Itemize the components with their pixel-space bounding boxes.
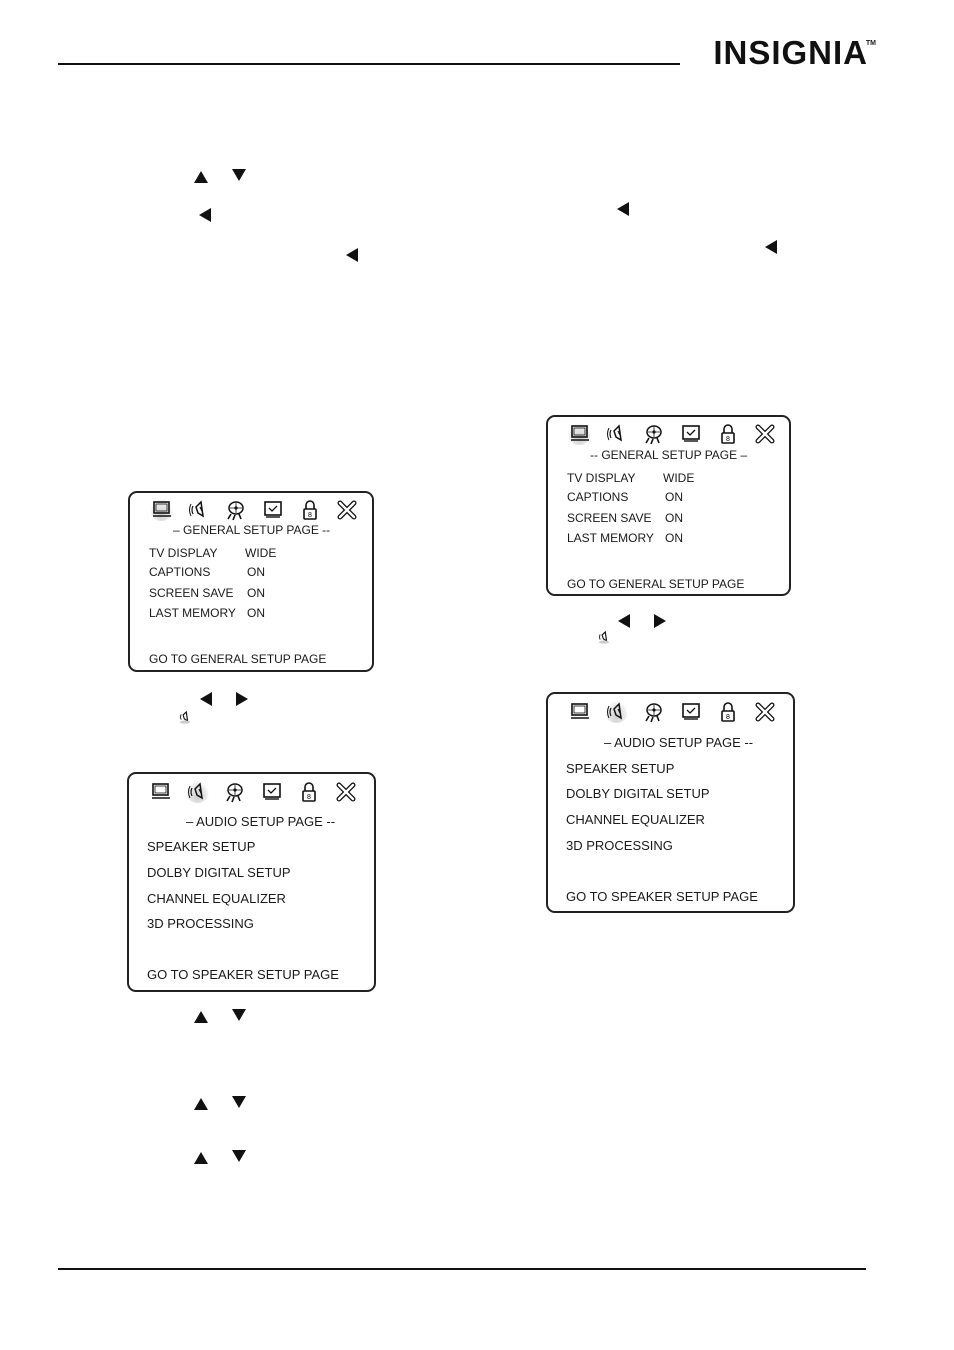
speaker-icon [186,781,209,803]
exit-x-icon [753,701,776,723]
left-arrow-icon [765,240,777,254]
speaker-icon [597,630,611,644]
3d-processing-item: 3D PROCESSING [566,838,673,853]
monitor-check-icon [679,701,702,723]
left-arrow-icon [617,202,629,216]
captions-value: ON [247,565,265,579]
up-arrow-icon [194,171,208,183]
speaker-icon [605,423,628,445]
menu-icon-bar [568,423,776,445]
audio-setup-screen [127,772,376,992]
down-arrow-icon [232,169,246,181]
screen-title: – GENERAL SETUP PAGE -- [173,523,331,537]
exit-x-icon [334,781,357,803]
captions-value: ON [665,490,683,504]
down-arrow-icon [232,1009,246,1021]
channel-equalizer-item: CHANNEL EQUALIZER [147,891,286,906]
screen-save-label: SCREEN SAVE [567,511,652,525]
tv-display-value: WIDE [245,546,277,560]
padlock-icon [716,701,739,723]
film-reel-icon [642,423,665,445]
general-setup-screen [128,491,374,672]
up-arrow-icon [194,1152,208,1164]
tv-display-label: TV DISPLAY [149,546,218,560]
tv-icon [150,499,173,521]
tv-display-label: TV DISPLAY [567,471,636,485]
monitor-check-icon [260,781,283,803]
dolby-digital-setup-item: DOLBY DIGITAL SETUP [147,865,291,880]
tv-icon [568,423,591,445]
down-arrow-icon [232,1150,246,1162]
captions-label: CAPTIONS [149,565,211,579]
screen-title: – AUDIO SETUP PAGE -- [186,814,336,829]
monitor-check-icon [261,499,284,521]
svg-text:8: 8 [307,512,312,519]
captions-label: CAPTIONS [567,490,629,504]
last-memory-label: LAST MEMORY [567,531,654,545]
up-arrow-icon [194,1098,208,1110]
speaker-icon [187,499,210,521]
speaker-icon [178,710,192,724]
general-setup-screen [546,415,791,596]
left-arrow-icon [200,692,212,706]
padlock-icon [297,781,320,803]
right-arrow-icon [236,692,248,706]
svg-text:8: 8 [725,436,730,443]
exit-x-icon [335,499,358,521]
screen-save-label: SCREEN SAVE [149,586,234,600]
svg-text:8: 8 [725,714,730,721]
trademark-mark: TM [865,40,876,47]
screen-save-value: ON [665,511,683,525]
menu-icon-bar [568,701,776,723]
exit-x-icon [753,423,776,445]
svg-text:8: 8 [306,794,311,801]
tv-display-value: WIDE [663,471,695,485]
monitor-check-icon [679,423,702,445]
tv-icon [149,781,172,803]
screen-footer: GO TO GENERAL SETUP PAGE [149,652,327,666]
screen-title: – AUDIO SETUP PAGE -- [604,735,754,750]
left-arrow-icon [199,208,211,222]
padlock-icon [298,499,321,521]
dolby-digital-setup-item: DOLBY DIGITAL SETUP [566,786,710,801]
header-rule [58,63,680,65]
speaker-icon [605,701,628,723]
up-arrow-icon [194,1011,208,1023]
film-reel-icon [642,701,665,723]
screen-save-value: ON [247,586,265,600]
insignia-logo: INSIGNIA [713,34,868,71]
channel-equalizer-item: CHANNEL EQUALIZER [566,812,705,827]
speaker-setup-item: SPEAKER SETUP [566,761,675,776]
menu-icon-bar [149,781,357,803]
screen-title: -- GENERAL SETUP PAGE – [590,448,748,462]
padlock-icon [716,423,739,445]
3d-processing-item: 3D PROCESSING [147,916,254,931]
speaker-setup-item: SPEAKER SETUP [147,839,256,854]
last-memory-label: LAST MEMORY [149,606,236,620]
down-arrow-icon [232,1096,246,1108]
screen-footer: GO TO SPEAKER SETUP PAGE [566,889,758,904]
audio-setup-screen [546,692,795,913]
menu-icon-bar [150,499,358,521]
tv-icon [568,701,591,723]
left-arrow-icon [618,614,630,628]
last-memory-value: ON [247,606,265,620]
film-reel-icon [224,499,247,521]
film-reel-icon [223,781,246,803]
right-arrow-icon [654,614,666,628]
last-memory-value: ON [665,531,683,545]
left-arrow-icon [346,248,358,262]
footer-rule [58,1268,866,1270]
screen-footer: GO TO SPEAKER SETUP PAGE [147,967,339,982]
screen-footer: GO TO GENERAL SETUP PAGE [567,577,745,591]
